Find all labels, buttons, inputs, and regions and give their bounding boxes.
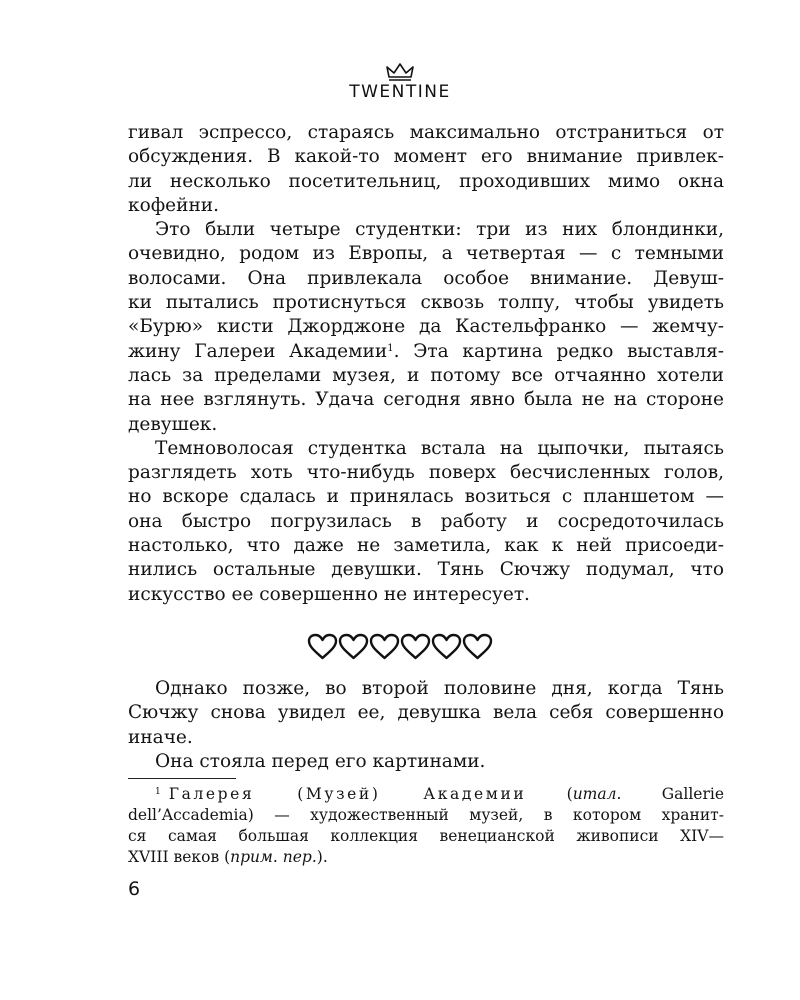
heart-icon — [461, 632, 494, 662]
text-line: но вскоре сдалась и принялась возиться с планшетом — — [128, 486, 724, 508]
text-line: нились остальные девушки. Тянь Сючжу подумал, что — [128, 559, 724, 581]
text-line: Она стояла перед его картинами. — [155, 750, 486, 772]
text-line: кофейни. — [128, 194, 220, 216]
body-text-bottom — [128, 677, 724, 774]
text-line: ли несколько посетительниц, проходивших мимо окна — [128, 170, 724, 192]
text-line: иначе. — [128, 726, 193, 748]
text-line: она быстро погрузилась в работу и сосредоточилась — [128, 510, 724, 532]
footnote-line: $^1$ Галерея (Музей) Академии (итал. Gallerie — [155, 785, 724, 803]
body-text-top — [128, 121, 724, 607]
text-line: Темноволосая студентка встала на цыпочки, пытаясь — [155, 437, 724, 459]
text-line: волосами. Она привлекала особое внимание. Девуш- — [128, 267, 724, 289]
text-line: гивал эспрессо, стараясь максимально отстраниться от — [128, 122, 724, 143]
footnote-marker: 1 — [155, 787, 161, 797]
text-line: жину Галереи Академии$^1$. Эта картина редко выставля- — [128, 340, 725, 362]
text-line: очевидно, родом из Европы, а четвертая — с темными — [128, 243, 724, 265]
text-line: на нее взглянуть. Удача сегодня явно была не на стороне — [128, 389, 724, 411]
page-number: 6 — [128, 878, 141, 900]
footnote-line: XVIII веков (прим. пер.). — [128, 848, 328, 866]
text-line: Это были четыре студентки: три из них блондинки, — [155, 219, 724, 241]
running-header — [0, 62, 800, 102]
footnote-line: ся самая большая коллекция венецианской живописи XIV— — [128, 827, 724, 845]
brand-title: TWENTINE — [349, 82, 451, 102]
text-line: Сючжу снова увидел ее, девушка вела себя совершенно — [128, 702, 724, 724]
heart-icon — [430, 632, 463, 662]
crown-icon — [383, 62, 417, 82]
text-line: лась за пределами музея, и потому все отчаянно хотели — [128, 364, 724, 386]
footnote — [128, 784, 724, 868]
text-line: ки пытались протиснуться сквозь толпу, чтобы увидеть — [128, 292, 724, 314]
footnote-reference: 1 — [387, 342, 394, 354]
heart-icon — [399, 632, 432, 662]
section-divider — [0, 632, 800, 666]
footnote-line: dell’Accademia) — художественный музей, в котором хранит- — [128, 806, 724, 824]
text-line: обсуждения. В какой-то момент его внимание привлек- — [128, 146, 724, 168]
text-line: искусство ее совершенно не интересует. — [128, 583, 530, 605]
text-line: настолько, что даже не заметила, как к ней присоеди- — [128, 535, 724, 557]
text-line: разглядеть хоть что-нибудь поверх бесчисленных голов, — [128, 462, 724, 484]
heart-icon — [368, 632, 401, 662]
heart-icon — [337, 632, 370, 662]
text-line: девушек. — [128, 413, 218, 435]
footnote-rule — [128, 778, 236, 779]
text-line: «Бурю» кисти Джорджоне да Кастельфранко — жемчу- — [128, 316, 724, 338]
heart-icon — [306, 632, 339, 662]
text-line: Однако позже, во второй половине дня, когда Тянь — [155, 678, 724, 699]
